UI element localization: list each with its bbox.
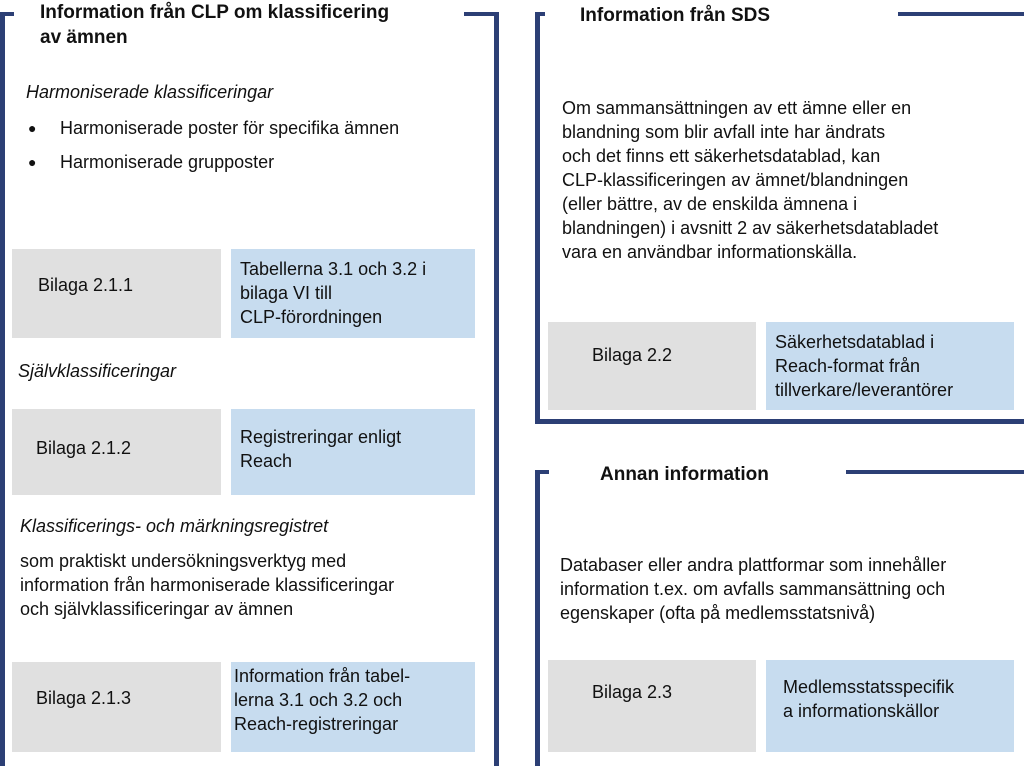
left-panel-border-top: [464, 12, 498, 16]
sds-panel-border-left: [535, 12, 540, 424]
left-panel-border-top-stub: [0, 12, 14, 16]
bilaga-2-2-box: Bilaga 2.2: [548, 322, 756, 410]
bilaga-2-1-1-box: Bilaga 2.1.1: [12, 249, 221, 338]
sds-panel-border-top-stub: [535, 12, 545, 16]
bullet-item: Harmoniserade poster för specifika ämnen: [60, 118, 400, 138]
other-panel-border-top-stub: [535, 470, 549, 474]
section-heading-self-classification: Självklassificeringar: [18, 361, 177, 381]
bilaga-2-1-2-box: Bilaga 2.1.2: [12, 409, 221, 495]
member-state-sources-box: Medlemsstatsspecifik a informationskällor: [766, 660, 1014, 752]
other-panel-border-left: [535, 470, 540, 766]
other-description: Databaser eller andra plattformar som innehåller information t.ex. om avfalls sammansättning och egenskaper (ofta på medlemsstatsnivå): [560, 555, 947, 623]
bilaga-2-1-3-box: Bilaga 2.1.3: [12, 662, 221, 752]
other-panel-title: Annan information: [596, 462, 773, 487]
left-panel-border-left: [0, 12, 5, 766]
section-heading-inventory: Klassificerings- och märkningsregistret: [20, 516, 329, 536]
other-panel-border-top: [846, 470, 1024, 474]
info-tables-box: Information från tabel- lerna 3.1 och 3.2 och Reach-registreringar: [231, 662, 475, 752]
bullet-icon: ●: [28, 154, 37, 170]
bullet-item: Harmoniserade grupposter: [60, 152, 275, 172]
section-heading-harmonised: Harmoniserade klassificeringar: [26, 82, 274, 102]
sds-panel-title: Information från SDS: [576, 3, 774, 28]
bullet-icon: ●: [28, 120, 37, 136]
sds-panel-border-top: [898, 12, 1024, 16]
bilaga-2-3-box: Bilaga 2.3: [548, 660, 756, 752]
left-panel-title: Information från CLP om klassificering av ämnen: [36, 0, 393, 50]
sds-description: Om sammansättningen av ett ämne eller en blandning som blir avfall inte har ändrats och det finns ett säkerhetsdatablad, kan CLP-klassificeringen av ämnet/blandningen (eller bättre, av de enskilda ämnena i blandningen) i avsnitt 2 av säkerhetsdatabladet vara en användbar informationskälla.: [562, 98, 939, 262]
reach-registrations-box: Registreringar enligt Reach: [231, 409, 475, 495]
sds-panel-border-bottom: [535, 419, 1024, 424]
sds-format-box: Säkerhetsdatablad i Reach-format från tillverkare/leverantörer: [766, 322, 1014, 410]
left-panel-border-right: [494, 12, 499, 766]
tables-box: Tabellerna 3.1 och 3.2 i bilaga VI till CLP-förordningen: [231, 249, 475, 338]
inventory-description: som praktiskt undersökningsverktyg med information från harmoniserade klassificeringar och självklassificeringar av ämnen: [20, 551, 395, 619]
